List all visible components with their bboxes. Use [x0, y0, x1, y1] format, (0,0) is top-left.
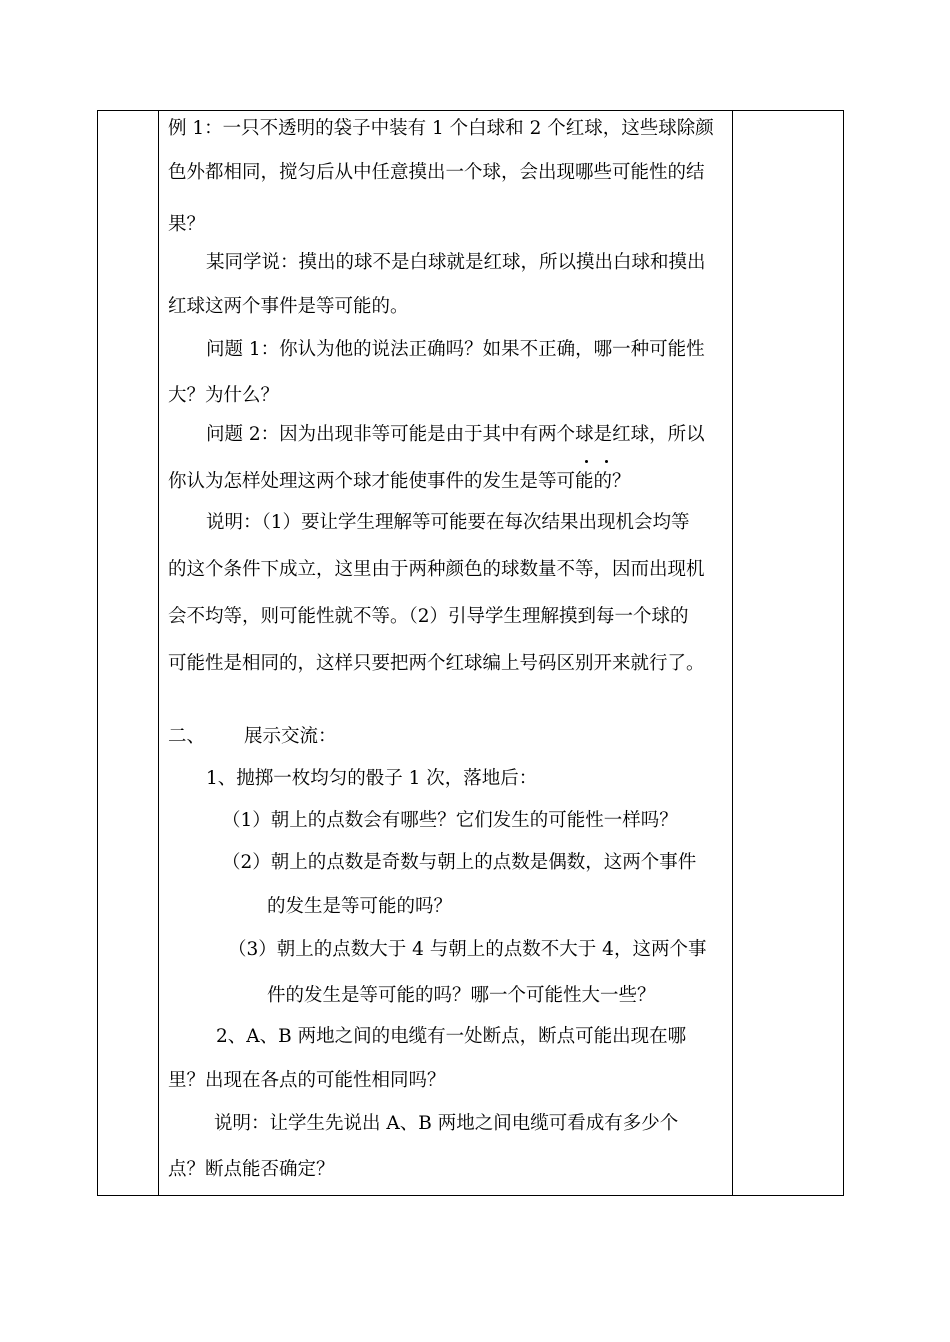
section2-title: 展示交流：	[244, 726, 337, 747]
explanation1-line-2: 的这个条件下成立，这里由于两种颜色的球数量不等，因而出现机	[168, 559, 705, 580]
explanation2-line-2: 点？断点能否确定？	[168, 1159, 335, 1180]
task1-question-2-line-1: （2）朝上的点数是奇数与朝上的点数是偶数，这两个事件	[222, 852, 697, 873]
emphasis-dot	[605, 460, 608, 463]
question2-line-1: 问题 2：因为出现非等可能是由于其中有两个球是红球，所以	[206, 424, 705, 445]
question2-line-2: 你认为怎样处理这两个球才能使事件的发生是等可能的？	[168, 471, 631, 492]
explanation2-line-1: 说明：让学生先说出 A、B 两地之间电缆可看成有多少个	[214, 1113, 679, 1134]
section2-number: 二、	[168, 726, 206, 747]
example-line-1: 例 1：一只不透明的袋子中装有 1 个白球和 2 个红球，这些球除颜	[168, 118, 714, 139]
column-divider-right	[732, 111, 733, 1195]
example-line-2: 色外都相同，搅匀后从中任意摸出一个球，会出现哪些可能性的结	[168, 162, 705, 183]
task2-line-2: 里？出现在各点的可能性相同吗？	[168, 1070, 446, 1091]
task1-intro: 1、抛掷一枚均匀的骰子 1 次，落地后：	[206, 768, 538, 789]
column-divider-left	[158, 111, 159, 1195]
task1-question-3-line-1: （3）朝上的点数大于 4 与朝上的点数不大于 4，这两个事	[228, 939, 707, 960]
task1-question-1: （1）朝上的点数会有哪些？它们发生的可能性一样吗？	[222, 810, 678, 831]
lesson-table	[97, 110, 844, 1196]
question1-line-2: 大？为什么？	[168, 385, 280, 406]
explanation1-line-1: 说明：（1）要让学生理解等可能要在每次结果出现机会均等	[206, 512, 690, 533]
example-line-3: 果？	[168, 214, 206, 235]
explanation1-line-3: 会不均等，则可能性就不等。（2）引导学生理解摸到每一个球的	[168, 606, 689, 627]
claim-line-2: 红球这两个事件是等可能的。	[168, 296, 409, 317]
claim-line-1: 某同学说：摸出的球不是白球就是红球，所以摸出白球和摸出	[206, 252, 706, 273]
task2-line-1: 2、A、B 两地之间的电缆有一处断点，断点可能出现在哪	[216, 1026, 687, 1047]
question1-line-1: 问题 1：你认为他的说法正确吗？如果不正确，哪一种可能性	[206, 339, 705, 360]
task1-question-2-line-2: 的发生是等可能的吗？	[267, 896, 453, 917]
content-cell	[160, 111, 732, 1195]
explanation1-line-4: 可能性是相同的，这样只要把两个红球编上号码区别开来就行了。	[168, 653, 705, 674]
emphasis-dot	[585, 460, 588, 463]
task1-question-3-line-2: 件的发生是等可能的吗？哪一个可能性大一些？	[267, 985, 656, 1006]
